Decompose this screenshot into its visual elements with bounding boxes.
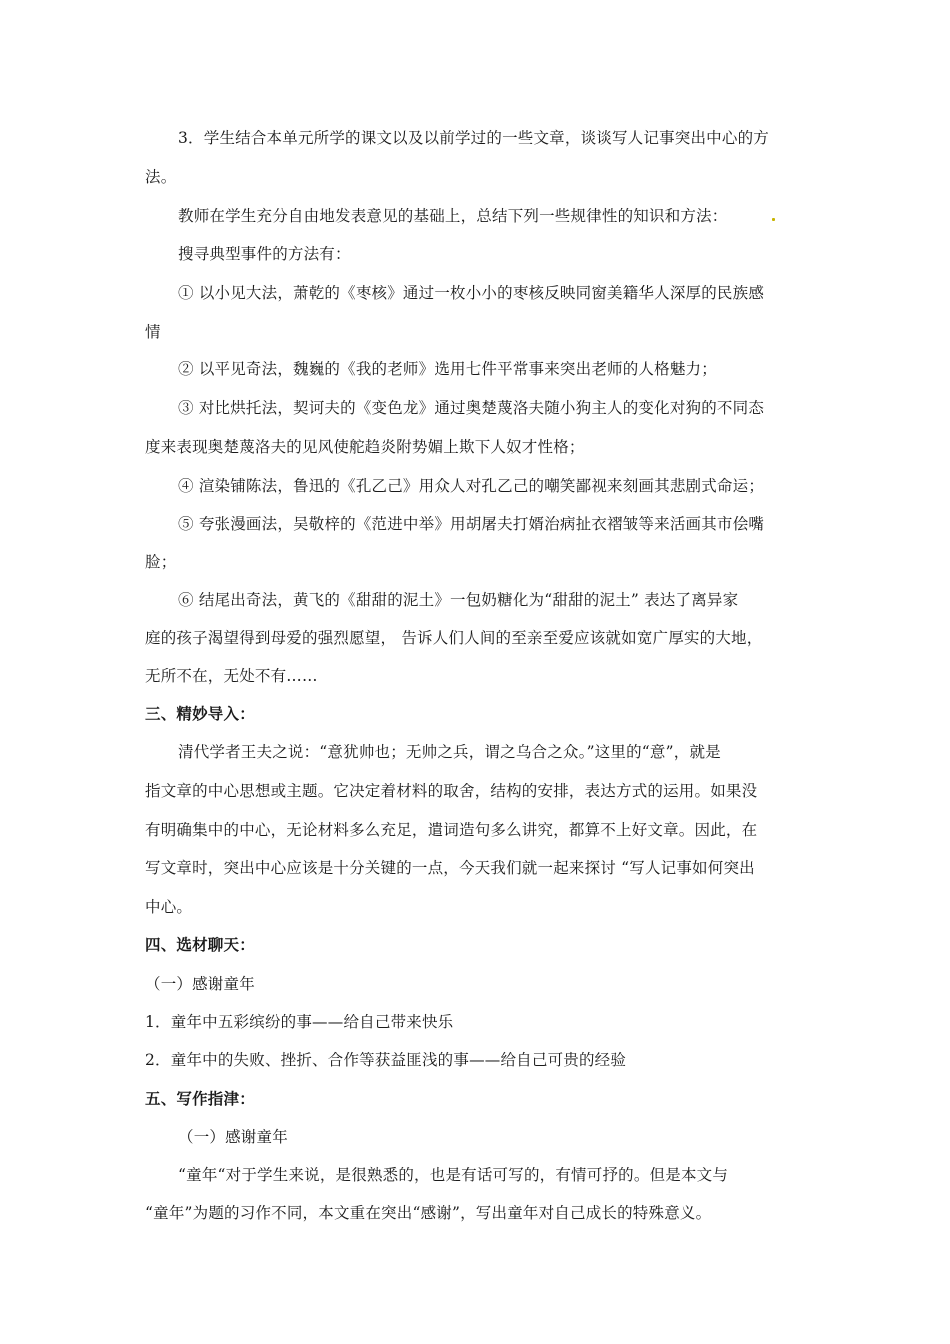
method4: ④ 渲染铺陈法，鲁迅的《孔乙己》用众人对孔乙己的嘲笑鄙视来刻画其悲剧式命运； xyxy=(178,477,765,495)
section-four-sub: （一）感谢童年 xyxy=(145,975,255,993)
method6-line2: 庭的孩子渴望得到母爱的强烈愿望， 告诉人们人间的至亲至爱应该就如宽广厚实的大地， xyxy=(145,629,763,647)
section-four-heading: 四、选材聊天： xyxy=(145,936,255,954)
method1-line2: 情 xyxy=(145,323,161,341)
stray-mark xyxy=(772,218,775,221)
section-three-p1: 清代学者王夫之说：“意犹帅也；无帅之兵，谓之乌合之众。”这里的“意”，就是 xyxy=(178,743,721,761)
method2: ② 以平见奇法，魏巍的《我的老师》选用七件平常事来突出老师的人格魅力； xyxy=(178,360,717,378)
section-four-item1: 1．童年中五彩缤纷的事——给自己带来快乐 xyxy=(145,1013,454,1031)
method5-line2: 脸； xyxy=(145,553,177,571)
section-three-p2: 指文章的中心思想或主题。它决定着材料的取舍，结构的安排，表达方式的运用。如果没 xyxy=(145,782,758,800)
section-three-p5: 中心。 xyxy=(145,898,193,916)
method5-line1: ⑤ 夸张漫画法，吴敬梓的《范进中举》用胡屠夫打婿治病扯衣褶皱等来活画其市侩嘴 xyxy=(178,515,765,533)
section-five-heading: 五、写作指津： xyxy=(145,1090,255,1108)
teacher-summary: 教师在学生充分自由地发表意见的基础上，总结下列一些规律性的知识和方法： xyxy=(178,207,728,225)
section-five-p2: “童年”为题的习作不同，本文重在突出“感谢”，写出童年对自己成长的特殊意义。 xyxy=(145,1204,712,1222)
section-three-heading: 三、精妙导入： xyxy=(145,705,255,723)
section-five-sub: （一）感谢童年 xyxy=(178,1128,288,1146)
section-three-p3: 有明确集中的中心，无论材料多么充足，遣词造句多么讲究，都算不上好文章。因此，在 xyxy=(145,821,758,839)
item3-line1: 3．学生结合本单元所学的课文以及以前学过的一些文章，谈谈写人记事突出中心的方 xyxy=(178,129,769,147)
method1-line1: ① 以小见大法，萧乾的《枣核》通过一枚小小的枣核反映同窗美籍华人深厚的民族感 xyxy=(178,284,765,302)
section-three-p4: 写文章时，突出中心应该是十分关键的一点，今天我们就一起来探讨 “写人记事如何突出 xyxy=(145,859,755,877)
section-five-p1: “童年“对于学生来说，是很熟悉的，也是有话可写的，有情可抒的。但是本文与 xyxy=(178,1166,729,1184)
method3-line2: 度来表现奥楚蔑洛夫的见风使舵趋炎附势媚上欺下人奴才性格； xyxy=(145,438,585,456)
item3-line2: 法。 xyxy=(145,168,177,186)
method3-line1: ③ 对比烘托法，契诃夫的《变色龙》通过奥楚蔑洛夫随小狗主人的变化对狗的不同态 xyxy=(178,399,765,417)
method6-line1: ⑥ 结尾出奇法，黄飞的《甜甜的泥土》一包奶糖化为“甜甜的泥土” 表达了离异家 xyxy=(178,591,739,609)
section-four-item2: 2．童年中的失败、挫折、合作等获益匪浅的事——给自己可贵的经验 xyxy=(145,1051,627,1069)
method6-line3: 无所不在，无处不有…… xyxy=(145,667,318,685)
methods-intro: 搜寻典型事件的方法有： xyxy=(178,245,351,263)
